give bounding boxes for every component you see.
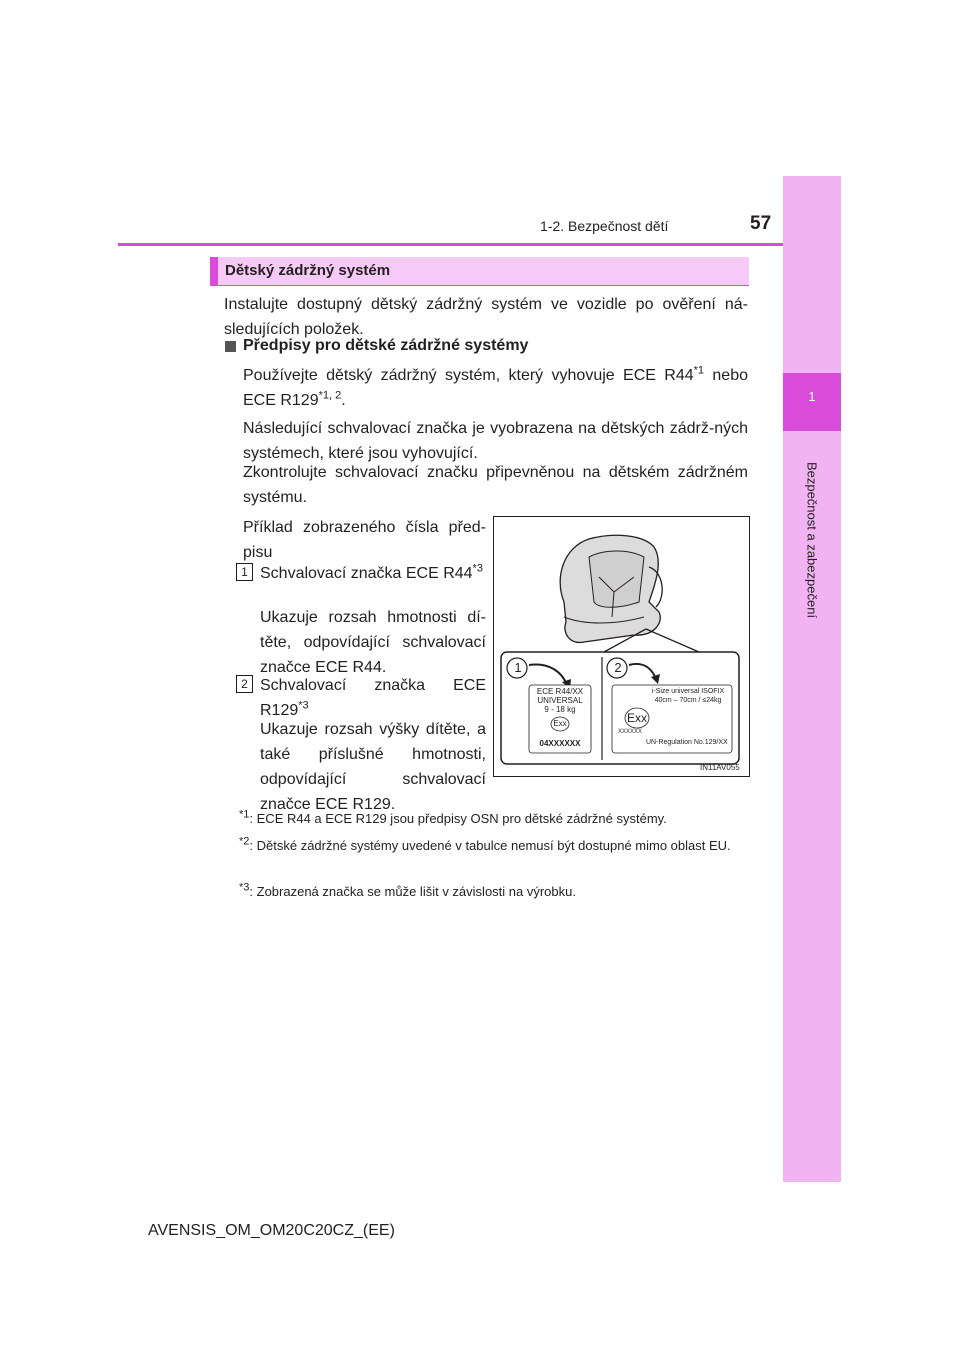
item-1-desc: Ukazuje rozsah hmotnosti dí-těte, odpovídající schvalovací značce ECE R44.: [260, 609, 486, 676]
header-rule: [118, 243, 783, 246]
footnote-2-mark: *2: [239, 835, 250, 848]
item-2-desc: Ukazuje rozsah výšky dítěte, a také příslušné hmotnosti, odpovídající schvalovací značce ECE R129.: [260, 721, 486, 813]
reg-p1-sup: *1: [693, 364, 705, 377]
footnote-2: [239, 836, 749, 856]
footnote-1: [239, 809, 749, 829]
label-2-number: XXXXXX: [618, 729, 643, 735]
figure-callout-2: 2: [614, 660, 622, 675]
header-section-title: 1-2. Bezpečnost dětí: [540, 218, 669, 234]
chapter-title: Bezpečnost a zabezpečení: [804, 461, 820, 619]
label-1-mark: Exx: [553, 719, 567, 728]
item-number-2: 2: [236, 675, 253, 693]
document-footer: AVENSIS_OM_OM20C20CZ_(EE): [148, 1222, 395, 1239]
label-1-line3: 9 - 18 kg: [544, 705, 576, 714]
section-title-accent: [210, 257, 218, 286]
label-2-line1: i-Size universal ISOFIX: [651, 688, 725, 695]
figure-code: IN11AV055: [700, 763, 740, 772]
regulation-paragraph-3: Zkontrolujte schvalovací značku připevněnou na dětském zádržném systému.: [243, 464, 748, 506]
label-2-line2: 40cm ‒ 70cm / ≤24kg: [654, 697, 722, 704]
child-seat-illustration: [494, 517, 749, 776]
regulation-paragraph-1: [243, 363, 748, 413]
reg-p1-text: Používejte dětský zádržný systém, který vyhovuje ECE R44: [243, 367, 694, 384]
item-1-title: [260, 561, 486, 586]
page-number: 57: [750, 213, 772, 234]
item-1-sup: *3: [472, 562, 483, 575]
reg-p1-end: .: [341, 392, 346, 409]
chapter-sidebar: [783, 176, 841, 1182]
footnote-1-text: : ECE R44 a ECE R129 jsou předpisy OSN pro dětské zádržné systémy.: [249, 811, 667, 826]
section-title: Dětský zádržný systém: [225, 262, 391, 279]
footnote-1-mark: *1: [239, 808, 250, 821]
item-number-1: 1: [236, 563, 253, 581]
label-2-text: [644, 687, 732, 705]
footnote-3: [239, 882, 749, 902]
bullet-square: [225, 341, 236, 352]
label-1-line2: UNIVERSAL: [537, 696, 583, 705]
label-2-mark: Exx: [626, 711, 647, 725]
item-2-sup: *3: [298, 699, 309, 712]
reg-p1-text-b: nebo ECE R129: [243, 367, 748, 409]
item-2-title-text: Schvalovací značka ECE R129: [260, 677, 486, 719]
figure-callout-1: 1: [514, 660, 522, 675]
footnote-2-text: : Dětské zádržné systémy uvedené v tabulce nemusí být dostupné mimo oblast EU.: [249, 838, 731, 853]
figure-frame: [493, 516, 750, 777]
example-caption: Příklad zobrazeného čísla před-pisu: [243, 519, 486, 561]
intro-paragraph: Instalujte dostupný dětský zádržný systém ve vozidle po ověření ná-sledujících položek.: [224, 296, 748, 338]
label-1-text: [532, 687, 588, 714]
reg-p1-sup2: *1, 2: [318, 389, 342, 402]
footnote-3-text: : Zobrazená značka se může lišit v závislosti na výrobku.: [249, 884, 576, 899]
regulation-paragraph-2: Následující schvalovací značka je vyobrazena na dětských zádrž-ných systémech, které jsou vyhovující.: [243, 420, 748, 462]
label-1-number: 04XXXXXX: [539, 739, 581, 748]
footnote-3-mark: *3: [239, 881, 250, 894]
label-2-regulation: UN-Regulation No.129/XX: [646, 739, 728, 746]
subheading: Předpisy pro dětské zádržné systémy: [243, 337, 529, 354]
label-1-line1: ECE R44/XX: [536, 687, 584, 696]
item-2-title: [260, 673, 486, 723]
item-1-title-text: Schvalovací značka ECE R44: [260, 565, 473, 582]
chapter-number: 1: [808, 389, 816, 404]
